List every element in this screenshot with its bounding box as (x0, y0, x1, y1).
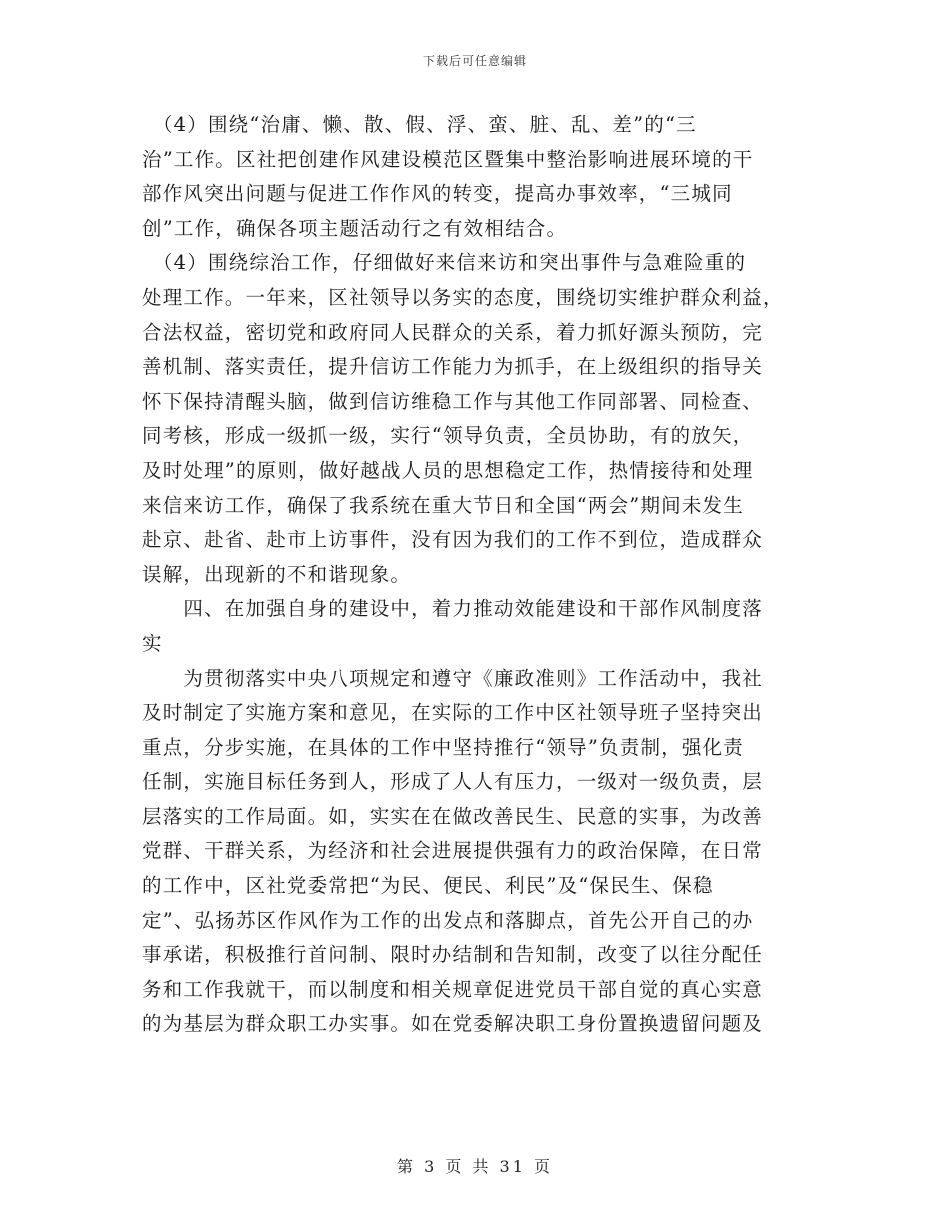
text-line: 治”工作。区社把创建作风建设模范区暨集中整治影响进展环境的干 (142, 147, 754, 171)
text-line: （4）围绕“治庸、懒、散、假、浮、蛮、脏、乱、差”的“三 (142, 113, 697, 136)
text-line: 及时处理”的原则，做好越战人员的思想稳定工作，热情接待和处理 (142, 458, 754, 482)
text-line: 党群、干群关系，为经济和社会进展提供强有力的政治保障，在日常 (142, 839, 764, 863)
text-line: 怀下保持清醒头脑，做到信访维稳工作与其他工作同部署、同检查、 (142, 389, 764, 413)
document-body (142, 108, 810, 1042)
text-line: 重点，分步实施，在具体的工作中坚持推行“领导”负责制，强化责 (142, 735, 744, 759)
text-line: 定”、弘扬苏区作风作为工作的出发点和落脚点，首先公开自己的办 (142, 908, 754, 932)
page-header-note: 下载后可任意编辑 (422, 54, 527, 68)
text-line: 为贯彻落实中央八项规定和遵守《廉政准则》工作活动中，我社 (142, 666, 764, 690)
page-number-footer: 第 3 页 共 31 页 (397, 1157, 553, 1176)
text-line: 的为基层为群众职工办实事。如在党委解决职工身份置换遗留问题及 (142, 1012, 764, 1036)
text-line: 来信来访工作，确保了我系统在重大节日和全国“两会”期间未发生 (142, 493, 744, 517)
text-line: 部作风突出问题与促进工作作风的转变，提高办事效率，“三城同 (142, 182, 733, 206)
text-line: 处理工作。一年来，区社领导以务实的态度，围绕切实维护群众利益， (142, 285, 784, 309)
text-line: 的工作中，区社党委常把“为民、便民、利民”及“保民生、保稳 (142, 874, 714, 898)
text-line: 赴京、赴省、赴市上访事件，没有因为我们的工作不到位，造成群众 (142, 528, 764, 552)
text-line: 及时制定了实施方案和意见，在实际的工作中区社领导班子坚持突出 (142, 701, 764, 725)
text-line: 合法权益，密切党和政府同人民群众的关系，着力抓好源头预防，完 (142, 320, 764, 344)
text-line: 务和工作我就干，而以制度和相关规章促进党员干部自觉的真心实意 (142, 977, 764, 1001)
text-line: 任制，实施目标任务到人，形成了人人有压力，一级对一级负责，层 (142, 770, 764, 794)
text-line: 创”工作，确保各项主题活动行之有效相结合。 (142, 216, 568, 240)
text-line: 层落实的工作局面。如，实实在在做改善民生、民意的实事，为改善 (142, 804, 764, 828)
text-line: （4）围绕综治工作，仔细做好来信来访和突出事件与急难险重的 (142, 251, 747, 275)
text-line: 事承诺，积极推行首问制、限时办结制和告知制，改变了以往分配任 (142, 943, 764, 967)
text-line: 实 (142, 631, 163, 655)
text-line: 同考核，形成一级抓一级，实行“领导负责，全员协助，有的放矢， (142, 424, 754, 448)
text-line: 四、在加强自身的建设中，着力推动效能建设和干部作风制度落 (142, 597, 764, 621)
text-line: 善机制、落实责任，提升信访工作能力为抓手，在上级组织的指导关 (142, 355, 764, 379)
text-line: 误解，出现新的不和谐现象。 (142, 562, 412, 586)
